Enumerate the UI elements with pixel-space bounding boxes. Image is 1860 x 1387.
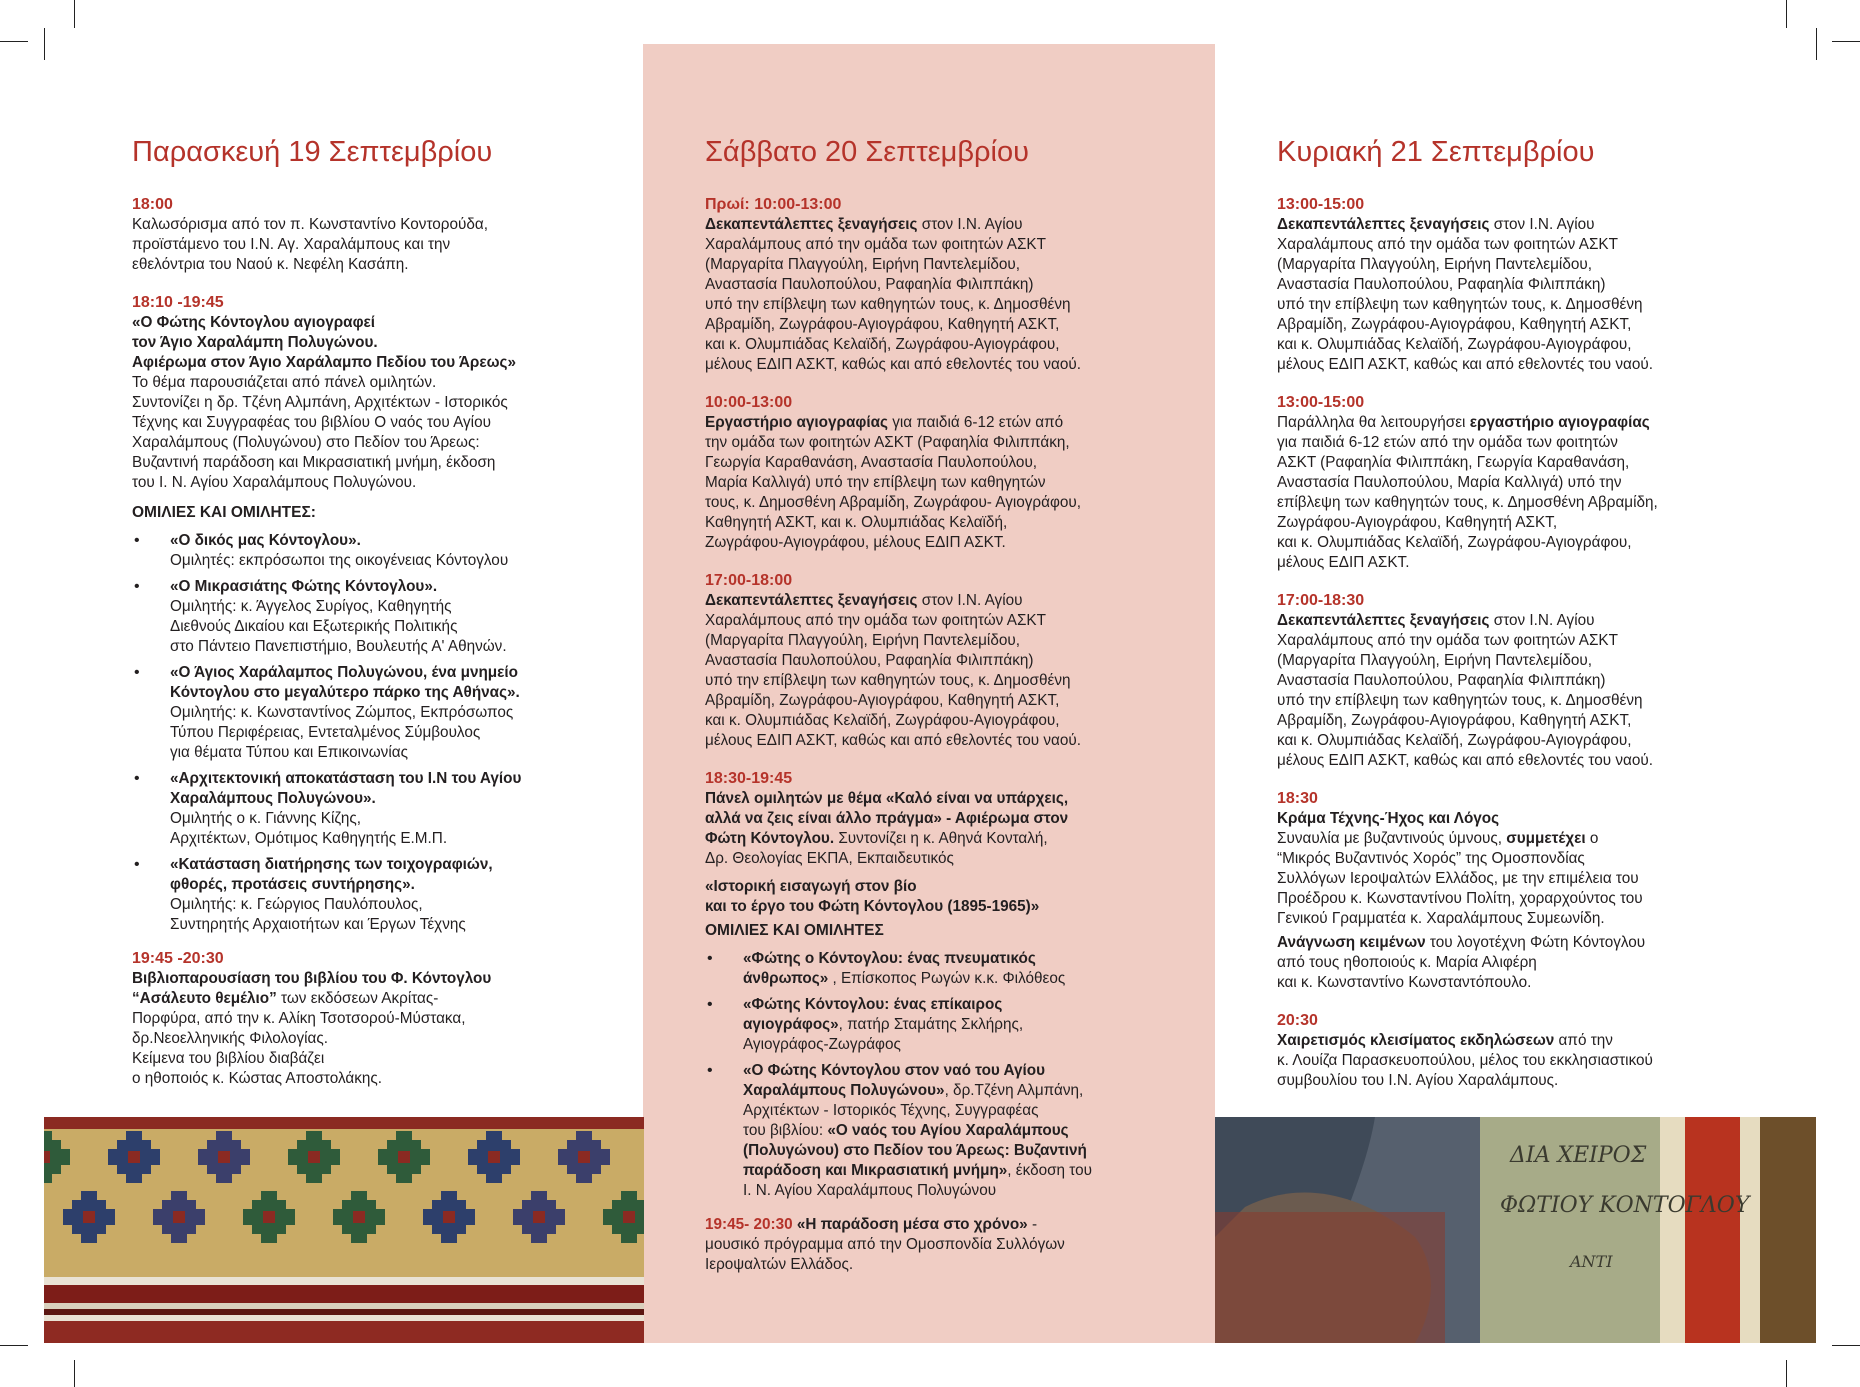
event (705, 195, 1195, 375)
event-time: 20:30 (1277, 1012, 1318, 1029)
mosaic-tiles-image (44, 1117, 644, 1343)
event-title: Χαιρετισμός κλεισίματος εκδηλώσεων (1277, 1032, 1555, 1049)
event (132, 949, 644, 1089)
event-title: Εργαστήριο αγιογραφίας (705, 414, 888, 431)
day-heading-friday: Παρασκευή 19 Σεπτεμβρίου (132, 136, 493, 168)
list-item (705, 995, 1195, 1055)
event-text: Καλωσόρισμα από τον π. Κωνσταντίνο Κοντορούδα, προϊστάμενο του Ι.Ν. Αγ. Χαραλάμπους και την εθελόντρια του Ναού κ. Νεφέλη Κασάπη. (132, 216, 488, 273)
event-time: 18:00 (132, 196, 173, 213)
event-title: εργαστήριο αγιογραφίας (1469, 414, 1650, 431)
day-heading-saturday: Σάββατο 20 Σεπτεμβρίου (705, 136, 1029, 168)
book-title: «Ο ναός του Αγίου Χαραλάμπους (Πολυγώνου) στο Πεδίον του Άρεως: Βυζαντινή παράδοση και Μικρασιατική μνήμη» (743, 1122, 1087, 1179)
talk-tail: , έκδοση του Ι. Ν. Αγίου Χαραλάμπους Πολυγώνου (743, 1162, 1092, 1199)
talk-title: «Ο Μικρασιάτης Φώτης Κόντογλου». (170, 578, 438, 595)
mosaic-cross-center (128, 1151, 140, 1163)
talk-title: «Ο δικός μας Κόντογλου». (170, 532, 361, 549)
talk-title: «Κατάσταση διατήρησης των τοιχογραφιών, φθορές, προτάσεις συντήρησης». (170, 856, 493, 893)
event-title: Βιβλιοπαρουσίαση του βιβλίου του Φ. Κόντογλου “Ασάλευτο θεμέλιο” (132, 970, 492, 1007)
event (1277, 195, 1777, 375)
event-time: 13:00-15:00 (1277, 394, 1365, 411)
fresco-signature-image (1215, 1117, 1816, 1343)
talk-title: «Φώτης Κόντογλου: ένας επίκαιρος αγιογράφος» (743, 996, 1003, 1033)
mosaic-cross-center (44, 1151, 50, 1163)
talk-speaker: Ομιλητής: κ. Άγγελος Συρίγος, Καθηγητής Διεθνούς Δικαίου και Εξωτερικής Πολιτικής στο Πάντειο Πανεπιστήμιο, Βουλευτής Α' Αθηνών. (170, 598, 507, 655)
crop-mark (1816, 28, 1817, 60)
event-title: Πάνελ ομιλητών με θέμα «Καλό είναι να υπάρχεις, αλλά να ζεις είναι άλλο πράγμα» - Αφιέρωμα στον Φώτη Κόντογλου. (705, 790, 1069, 847)
event-time: 17:00-18:30 (1277, 592, 1365, 609)
list-item (705, 949, 1195, 989)
event-text: Το θέμα παρουσιάζεται από πάνελ ομιλητών. Συντονίζει η δρ. Τζένη Αλμπάνη, Αρχιτέκτων - Ιστορικός Τέχνης και Συγγραφέας του βιβλίου Ο ναός του Αγίου Χαραλάμπους (Πολυγώνου) στο Πεδίον του Άρεως: Βυζαντινή παράδοση και Μικρασιατική μνήμη, έκδοση του Ι. Ν. Αγίου Χαραλάμπους Πολυγώνου. (132, 374, 508, 491)
event-time: 17:00-18:00 (705, 572, 793, 589)
crop-mark (0, 1345, 28, 1346)
event-emphasis: συμμετέχει (1506, 830, 1586, 847)
talk-speaker: Ομιλητής: κ. Γεώργιος Παυλόπουλος, Συντηρητής Αρχαιοτήτων και Έργων Τέχνης (170, 896, 466, 933)
mosaic-cross-center (623, 1211, 635, 1223)
event (1277, 1011, 1777, 1091)
event-time: 19:45 -20:30 (132, 950, 224, 967)
list-item (132, 663, 644, 763)
mosaic-cross-center (353, 1211, 365, 1223)
mosaic-cross-center (578, 1151, 590, 1163)
event-title: Δεκαπεντάλεπτες ξεναγήσεις (705, 592, 918, 609)
event-time: Πρωί: 10:00-13:00 (705, 196, 842, 213)
event-title: «Η παράδοση μέσα στο χρόνο» (792, 1216, 1028, 1233)
crop-mark (1786, 1360, 1787, 1387)
mosaic-cross-center (533, 1211, 545, 1223)
event-time: 19:45- 20:30 (705, 1216, 793, 1233)
event (1277, 393, 1777, 573)
mosaic-cross-center (443, 1211, 455, 1223)
panel-saturday (643, 44, 1215, 1343)
talk-title: «Ο Άγιος Χαράλαμπος Πολυγώνου, ένα μνημείο Κόντογλου στο μεγαλύτερο πάρκο της Αθήνας». (170, 664, 520, 701)
event-text: Συντονίζει η κ. Αθηνά Κονταλή, Δρ. Θεολογίας ΕΚΠΑ, Εκπαιδευτικός (705, 830, 1048, 867)
event-subtitle: «Ιστορική εισαγωγή στον βίο και το έργο του Φώτη Κόντογλου (1895-1965)» (705, 878, 1040, 915)
talks-heading: ΟΜΙΛΙΕΣ ΚΑΙ ΟΜΙΛΗΤΕΣ (705, 922, 884, 939)
talk-title: «Ο Φώτης Κόντογλου στον ναό του Αγίου Χαραλάμπους Πολυγώνου» (743, 1062, 1045, 1099)
talk-speaker: , Επίσκοπος Ρωγών κ.κ. Φιλόθεος (828, 970, 1066, 987)
talk-speaker: Ομιλητής: κ. Κωνσταντίνος Ζώμπος, Εκπρόσωπος Τύπου Περιφέρειας, Εντεταλμένος Σύμβουλος για θέματα Τύπου και Επικοινωνίας (170, 704, 514, 761)
event (705, 393, 1195, 553)
talk-title: «Αρχιτεκτονική αποκατάσταση του Ι.Ν του Αγίου Χαραλάμπους Πολυγώνου». (170, 770, 522, 807)
fresco-signature-glyph: ΔΙΑ ΧΕΙΡΟΣ (1510, 1143, 1647, 1168)
event-title: Δεκαπεντάλεπτες ξεναγήσεις (705, 216, 918, 233)
talks-list (132, 531, 644, 935)
event-text: για παιδιά 6-12 ετών από την ομάδα των φοιτητών ΑΣΚΤ (Ραφαηλία Φιλιππάκη, Γεωργία Καραθανάση, Αναστασία Παυλοπούλου, Μαρία Καλλιγά) υπό την επίβλεψη των καθηγητών τους, κ. Δημοσθένη Αβραμίδη, Ζωγράφου- Αγιογράφου, Καθηγητή ΑΣΚΤ, και κ. Ολυμπιάδας Κελαϊδή, Ζωγράφου-Αγιογράφου, μέλους ΕΔΙΠ ΑΣΚΤ. (705, 414, 1082, 551)
event-text: για παιδιά 6-12 ετών από την ομάδα των φοιτητών ΑΣΚΤ (Ραφαηλία Φιλιππάκη, Γεωργία Καραθανάση, Αναστασία Παυλοπούλου, Μαρία Καλλιγά) υπό την επίβλεψη των καθηγητών τους, κ. Δημοσθένη Αβραμίδη, Ζωγράφου-Αγιογράφου, Καθηγητή ΑΣΚΤ, και κ. Ολυμπιάδας Κελαϊδή, Ζωγράφου-Αγιογράφου, μέλους ΕΔΙΠ ΑΣΚΤ. (1277, 434, 1658, 571)
fresco-signature-glyph: ΦΩΤΙΟΥ ΚΟΝΤΟΓΛΟΥ (1500, 1193, 1750, 1218)
talks-list (705, 949, 1195, 1201)
crop-mark (1786, 0, 1787, 28)
event-text: ο “Μικρός Βυζαντινός Χορός” της Ομοσπονδίας Συλλόγων Ιεροψαλτών Ελλάδος, με την επιμέλεια του Προέδρου κ. Κωνσταντίνου Πολίτη, χοραρχούντος του Γενικού Γραμματέα κ. Χαραλάμπους Συμεωνίδη. (1277, 830, 1643, 927)
mosaic-cross-center (263, 1211, 275, 1223)
day-heading-sunday: Κυριακή 21 Σεπτεμβρίου (1277, 136, 1595, 168)
fresco-signature-photo (1215, 1117, 1816, 1343)
fresco-signature-glyph: ΑΝΤΙ (1570, 1252, 1613, 1271)
event-text: στον Ι.Ν. Αγίου Χαραλάμπους από την ομάδα των φοιτητών ΑΣΚΤ (Μαργαρίτα Πλαγγούλη, Ειρήνη Παντελεμίδου, Αναστασία Παυλοπούλου, Ραφαηλία Φιλιππάκη) υπό την επίβλεψη των καθηγητών τους, κ. Δημοσθένη Αβραμίδη, Ζωγράφου-Αγιογράφου, Καθηγητή ΑΣΚΤ, και κ. Ολυμπιάδας Κελαϊδή, Ζωγράφου-Αγιογράφου, μέλους ΕΔΙΠ ΑΣΚΤ, καθώς και από εθελοντές του ναού. (1277, 216, 1653, 373)
crop-mark (74, 1360, 75, 1387)
event (705, 1215, 1195, 1275)
event-time: 13:00-15:00 (1277, 196, 1365, 213)
event (1277, 789, 1777, 993)
mosaic-cross-center (173, 1211, 185, 1223)
event (705, 571, 1195, 751)
crop-mark (74, 0, 75, 28)
mosaic-cross-center (308, 1151, 320, 1163)
list-item (132, 577, 644, 657)
talk-title: «Φώτης ο Κόντογλου: ένας πνευματικός άνθρωπος» (743, 950, 1036, 987)
event-text: από την κ. Λουίζα Παρασκευοπούλου, μέλος του εκκλησιαστικού συμβουλίου του Ι.Ν. Αγίου Χαραλάμπους. (1277, 1032, 1653, 1089)
crop-mark (1832, 41, 1860, 42)
crop-mark (1832, 1345, 1860, 1346)
list-item (132, 769, 644, 849)
mosaic-cross-center (218, 1151, 230, 1163)
event-time: 18:30-19:45 (705, 770, 793, 787)
mosaic-cross-center (398, 1151, 410, 1163)
reading-text: του λογοτέχνη Φώτη Κόντογλου από τους ηθοποιούς κ. Μαρία Αλιφέρη και κ. Κωνσταντίνο Κωνσταντόπουλο. (1277, 934, 1646, 991)
event (132, 195, 644, 275)
mosaic-cross-center (488, 1151, 500, 1163)
reading-title: Ανάγνωση κειμένων (1277, 934, 1426, 951)
event-time: 10:00-13:00 (705, 394, 793, 411)
talk-speaker: Ομιλητές: εκπρόσωποι της οικογένειας Κόντογλου (170, 552, 509, 569)
list-item (705, 1061, 1195, 1201)
event-text: Συναυλία με βυζαντινούς ύμνους, (1277, 830, 1507, 847)
event-text: στον Ι.Ν. Αγίου Χαραλάμπους από την ομάδα των φοιτητών ΑΣΚΤ (Μαργαρίτα Πλαγγούλη, Ειρήνη Παντελεμίδου, Αναστασία Παυλοπούλου, Ραφαηλία Φιλιππάκη) υπό την επίβλεψη των καθηγητών τους, κ. Δημοσθένη Αβραμίδη, Ζωγράφου-Αγιογράφου, Καθηγητή ΑΣΚΤ, και κ. Ολυμπιάδας Κελαϊδή, Ζωγράφου-Αγιογράφου, μέλους ΕΔΙΠ ΑΣΚΤ, καθώς και από εθελοντές του ναού. (705, 216, 1081, 373)
talks-heading: ΟΜΙΛΙΕΣ ΚΑΙ ΟΜΙΛΗΤΕΣ: (132, 504, 316, 521)
event (132, 293, 644, 493)
talk-speaker: Ομιλητής ο κ. Γιάννης Κίζης, Αρχιτέκτων, Ομότιμος Καθηγητής Ε.Μ.Π. (170, 810, 448, 847)
event-title: Δεκαπεντάλεπτες ξεναγήσεις (1277, 612, 1490, 629)
list-item (132, 855, 644, 935)
event (705, 769, 1195, 917)
talk-speaker: , δρ.Τζένη Αλμπάνη, Αρχιτέκτων - Ιστορικός Τέχνης, Συγγραφέας του βιβλίου: (743, 1082, 1084, 1139)
crop-mark (0, 41, 28, 42)
event-time: 18:30 (1277, 790, 1318, 807)
event-title: Κράμα Τέχνης-Ήχος και Λόγος (1277, 810, 1500, 827)
event-text: στον Ι.Ν. Αγίου Χαραλάμπους από την ομάδα των φοιτητών ΑΣΚΤ (Μαργαρίτα Πλαγγούλη, Ειρήνη Παντελεμίδου, Αναστασία Παυλοπούλου, Ραφαηλία Φιλιππάκη) υπό την επίβλεψη των καθηγητών τους, κ. Δημοσθένη Αβραμίδη, Ζωγράφου-Αγιογράφου, Καθηγητή ΑΣΚΤ, και κ. Ολυμπιάδας Κελαϊδή, Ζωγράφου-Αγιογράφου, μέλους ΕΔΙΠ ΑΣΚΤ, καθώς και από εθελοντές του ναού. (705, 592, 1081, 749)
event-text: στον Ι.Ν. Αγίου Χαραλάμπους από την ομάδα των φοιτητών ΑΣΚΤ (Μαργαρίτα Πλαγγούλη, Ειρήνη Παντελεμίδου, Αναστασία Παυλοπούλου, Ραφαηλία Φιλιππάκη) υπό την επίβλεψη των καθηγητών τους, κ. Δημοσθένη Αβραμίδη, Ζωγράφου-Αγιογράφου, Καθηγητή ΑΣΚΤ, και κ. Ολυμπιάδας Κελαϊδή, Ζωγράφου-Αγιογράφου, μέλους ΕΔΙΠ ΑΣΚΤ, καθώς και από εθελοντές του ναού. (1277, 612, 1653, 769)
event-intro: Παράλληλα θα λειτουργήσει (1277, 414, 1470, 431)
mosaic-cross-center (83, 1211, 95, 1223)
event-title: «Ο Φώτης Κόντογλου αγιογραφεί τον Άγιο Χαραλάμπη Πολυγώνου. Αφιέρωμα στον Άγιο Χαράλαμπο Πεδίου του Άρεως» (132, 314, 517, 371)
event-text: των εκδόσεων Ακρίτας- Πορφύρα, από την κ. Αλίκη Τσοτσορού-Μύστακα, δρ.Νεοελληνικής Φιλολογίας. Κείμενα του βιβλίου διαβάζει ο ηθοποιός κ. Κώστας Αποστολάκης. (132, 990, 466, 1087)
list-item (132, 531, 644, 571)
event-text: - μουσικό πρόγραμμα από την Ομοσπονδία Συλλόγων Ιεροψαλτών Ελλάδος. (705, 1216, 1065, 1273)
event-title: Δεκαπεντάλεπτες ξεναγήσεις (1277, 216, 1490, 233)
mosaic-tiles-photo (44, 1117, 644, 1343)
event (1277, 591, 1777, 771)
event-time: 18:10 -19:45 (132, 294, 224, 311)
talk-speaker: , πατήρ Σταμάτης Σκλήρης, Αγιογράφος-Ζωγράφος (743, 1016, 1024, 1053)
